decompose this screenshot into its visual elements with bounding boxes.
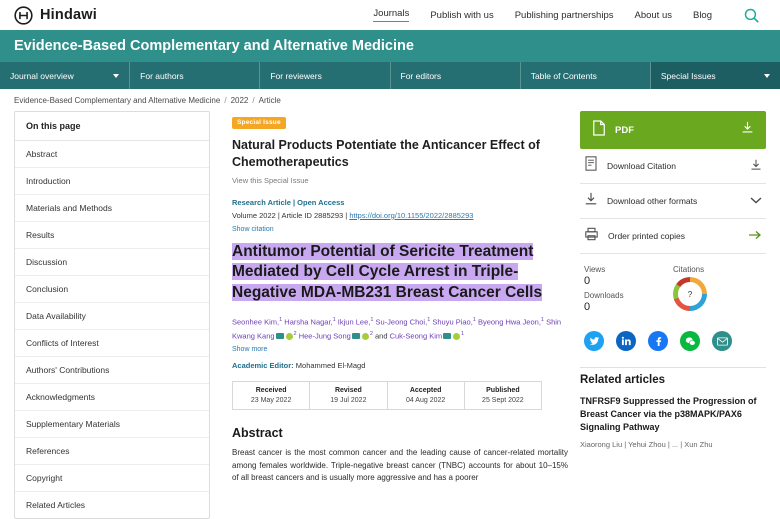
- date-revised-value: 19 Jul 2022: [330, 397, 367, 405]
- date-received-value: 23 May 2022: [250, 397, 292, 405]
- volume-text: Volume 2022 | Article ID 2885293 |: [232, 210, 350, 220]
- article-stats: [580, 254, 766, 319]
- facebook-icon[interactable]: [648, 331, 668, 351]
- author-list: [232, 315, 568, 344]
- date-accepted-value: 04 Aug 2022: [405, 397, 446, 405]
- pdf-icon: [592, 120, 606, 141]
- show-more-link[interactable]: Show more: [232, 346, 268, 354]
- toc-item-conclusion[interactable]: Conclusion: [15, 276, 209, 303]
- download-other-formats-row[interactable]: [580, 184, 766, 219]
- author-affil-sup: 1: [472, 316, 476, 323]
- author-name[interactable]: Ikjun Lee,: [337, 317, 371, 327]
- wechat-icon[interactable]: [680, 331, 700, 351]
- author-affil-sup: 2: [369, 330, 373, 337]
- toc-item-abstract[interactable]: Abstract: [15, 141, 209, 168]
- search-icon[interactable]: [743, 7, 760, 24]
- show-citation-link[interactable]: Show citation: [232, 225, 274, 233]
- download-icon: [750, 159, 762, 173]
- download-citation-label: Download Citation: [607, 161, 676, 171]
- tab-table-of-contents[interactable]: [521, 62, 651, 89]
- author-name[interactable]: Byeong Hwa Jeon,: [477, 317, 541, 327]
- toc-item-acknowledgments[interactable]: Acknowledgments: [15, 384, 209, 411]
- linkedin-icon[interactable]: [616, 331, 636, 351]
- download-citation-row[interactable]: [580, 149, 766, 184]
- author-affil-sup: 1: [427, 316, 431, 323]
- tab-for-editors-label: For editors: [400, 70, 442, 81]
- author-name[interactable]: Shuyu Piao,: [432, 317, 473, 327]
- author-affil-sup: 1: [540, 316, 544, 323]
- date-revised-label: Revised: [334, 387, 362, 395]
- date-published-value: 25 Sept 2022: [482, 397, 524, 405]
- altmetric-score: ?: [678, 282, 702, 306]
- author-name[interactable]: Hee-Jung Song: [298, 331, 351, 341]
- article-dates: [232, 381, 542, 410]
- email-icon[interactable]: [276, 333, 284, 339]
- related-article-title[interactable]: TNFRSF9 Suppressed the Progression of Breast Cancer via the p38MAPK/PAX6 Signaling Pathway: [580, 396, 757, 433]
- sidebar-column: [580, 111, 766, 519]
- toc-item-conflicts-of-interest[interactable]: Conflicts of Interest: [15, 330, 209, 357]
- breadcrumb: [0, 89, 780, 111]
- downloads-value: 0: [584, 301, 591, 313]
- doi-link[interactable]: https://doi.org/10.1155/2022/2885293: [349, 210, 474, 220]
- toc-column: [14, 111, 210, 519]
- nav-publishing-partnerships[interactable]: Publishing partnerships: [514, 9, 614, 21]
- article-title-wrap: [232, 242, 568, 304]
- chevron-down-icon: [113, 74, 119, 78]
- date-accepted-label: Accepted: [409, 387, 442, 395]
- main-content: [0, 111, 780, 519]
- academic-editor-label: Academic Editor:: [232, 361, 294, 371]
- chevron-down-icon: [750, 196, 762, 206]
- author-affil-sup: 1: [370, 316, 374, 323]
- orcid-icon[interactable]: [362, 333, 369, 340]
- article-volume-line: [232, 211, 568, 220]
- download-pdf-button[interactable]: [580, 111, 766, 149]
- twitter-icon[interactable]: [584, 331, 604, 351]
- related-articles-heading: Related articles: [580, 374, 666, 386]
- toc-item-discussion[interactable]: Discussion: [15, 249, 209, 276]
- tab-for-reviewers[interactable]: [260, 62, 390, 89]
- views-downloads-stats: [584, 265, 673, 313]
- article-type-line: Research Article | Open Access: [232, 197, 345, 207]
- author-name[interactable]: Harsha Nagar,: [284, 317, 333, 327]
- email-icon[interactable]: [352, 333, 360, 339]
- chevron-down-icon: [764, 74, 770, 78]
- order-printed-copies-row[interactable]: [580, 219, 766, 254]
- on-this-page-panel: [14, 111, 210, 519]
- nav-blog[interactable]: Blog: [692, 9, 712, 21]
- author-affil-sup: 1: [279, 316, 283, 323]
- brand-name: Hindawi: [40, 7, 97, 23]
- tab-special-issues[interactable]: [651, 62, 780, 89]
- download-pdf-label: PDF: [615, 124, 634, 136]
- date-received-label: Received: [255, 387, 287, 395]
- toc-item-data-availability[interactable]: Data Availability: [15, 303, 209, 330]
- author-name[interactable]: Cuk-Seong Kim: [389, 331, 443, 341]
- breadcrumb-separator: /: [252, 95, 255, 105]
- top-header: [0, 0, 780, 30]
- related-article-authors: Xiaorong Liu | Yehui Zhou | ... | Xun Zhu: [580, 440, 713, 450]
- date-revised: [310, 382, 387, 409]
- abstract-heading: Abstract: [232, 426, 283, 441]
- page-title: Antitumor Potential of Sericite Treatment Mediated by Cell Cycle Arrest in Triple-Negative MDA-MB231 Breast Cancer Cells: [232, 242, 543, 301]
- on-this-page-header: On this page: [15, 112, 209, 141]
- date-published-label: Published: [486, 387, 520, 395]
- tab-for-reviewers-label: For reviewers: [270, 70, 322, 81]
- article-column: [222, 111, 568, 519]
- email-icon[interactable]: [443, 333, 451, 339]
- special-issue-badge: Special Issue: [232, 117, 286, 129]
- top-navigation: [373, 7, 766, 24]
- toc-item-materials-and-methods[interactable]: Materials and Methods: [15, 195, 209, 222]
- sidebar-divider: [580, 367, 766, 368]
- toc-item-introduction[interactable]: Introduction: [15, 168, 209, 195]
- nav-publish-with-us[interactable]: Publish with us: [430, 9, 494, 21]
- nav-about-us[interactable]: About us: [634, 9, 672, 21]
- views-value: 0: [584, 275, 591, 287]
- authors-and-word: and: [374, 331, 388, 341]
- printer-icon: [584, 227, 599, 246]
- view-special-issue-link[interactable]: View this Special Issue: [232, 175, 309, 185]
- orcid-icon[interactable]: [286, 333, 293, 340]
- tab-for-authors-label: For authors: [140, 70, 184, 81]
- views-label: Views: [584, 265, 606, 274]
- author-name[interactable]: Shin Kwang Kang: [232, 317, 562, 341]
- hindawi-logo-icon: [14, 6, 33, 25]
- citation-icon: [584, 156, 598, 176]
- orcid-icon[interactable]: [453, 333, 460, 340]
- toc-item-results[interactable]: Results: [15, 222, 209, 249]
- tab-for-editors[interactable]: [391, 62, 521, 89]
- toc-item-copyright[interactable]: Copyright: [15, 465, 209, 492]
- downloads-label: Downloads: [584, 291, 624, 300]
- date-received: [233, 382, 310, 409]
- citations-stats: [673, 265, 762, 313]
- breadcrumb-separator: /: [224, 95, 227, 105]
- breadcrumb-item-article: Article: [258, 95, 281, 105]
- tab-journal-overview-label: Journal overview: [10, 70, 74, 81]
- author-affil-sup: 1: [461, 330, 465, 337]
- brand-logo[interactable]: [14, 6, 97, 25]
- author-affil-sup: 2: [293, 330, 297, 337]
- journal-banner: [0, 30, 780, 62]
- social-share-row: [580, 319, 766, 361]
- download-icon: [584, 192, 598, 211]
- toc-item-references[interactable]: References: [15, 438, 209, 465]
- tab-special-issues-label: Special Issues: [660, 70, 716, 81]
- download-icon: [741, 121, 754, 139]
- nav-journals[interactable]: Journals: [373, 8, 409, 22]
- citations-label: Citations: [673, 265, 705, 274]
- journal-tabstrip: [0, 62, 780, 89]
- special-issue-title: Natural Products Potentiate the Anticancer Effect of Chemotherapeutics: [232, 138, 540, 169]
- toc-item-related-articles[interactable]: Related Articles: [26, 500, 86, 510]
- journal-title: Evidence-Based Complementary and Alternative Medicine: [14, 38, 414, 54]
- toc-item-supplementary-materials[interactable]: Supplementary Materials: [15, 411, 209, 438]
- tab-journal-overview[interactable]: [0, 62, 130, 89]
- author-name[interactable]: Su-Jeong Choi,: [375, 317, 428, 327]
- date-accepted: [388, 382, 465, 409]
- abstract-text: Breast cancer is the most common cancer and the leading cause of cancer-related mortality among females worldwide. Triple-negative breast cancer (TNBC) accounts for about 10–15% of all breast cancers and is usually more aggressive and has a poorer: [232, 448, 568, 483]
- download-other-formats-label: Download other formats: [607, 196, 698, 206]
- breadcrumb-item-journal[interactable]: Evidence-Based Complementary and Alternative Medicine: [14, 95, 221, 105]
- altmetric-donut-icon[interactable]: [673, 277, 707, 311]
- tab-table-of-contents-label: Table of Contents: [530, 70, 597, 81]
- academic-editor: [232, 361, 568, 370]
- date-published: [465, 382, 541, 409]
- author-name[interactable]: Seonhee Kim,: [232, 317, 280, 327]
- breadcrumb-item-year[interactable]: 2022: [230, 95, 249, 105]
- tab-for-authors[interactable]: [130, 62, 260, 89]
- author-affil-sup: 1: [332, 316, 336, 323]
- order-printed-copies-label: Order printed copies: [608, 231, 686, 241]
- academic-editor-name[interactable]: Mohammed El-Magd: [295, 361, 366, 371]
- toc-item-authors-contributions[interactable]: Authors' Contributions: [15, 357, 209, 384]
- email-icon[interactable]: [712, 331, 732, 351]
- arrow-right-icon: [748, 230, 762, 242]
